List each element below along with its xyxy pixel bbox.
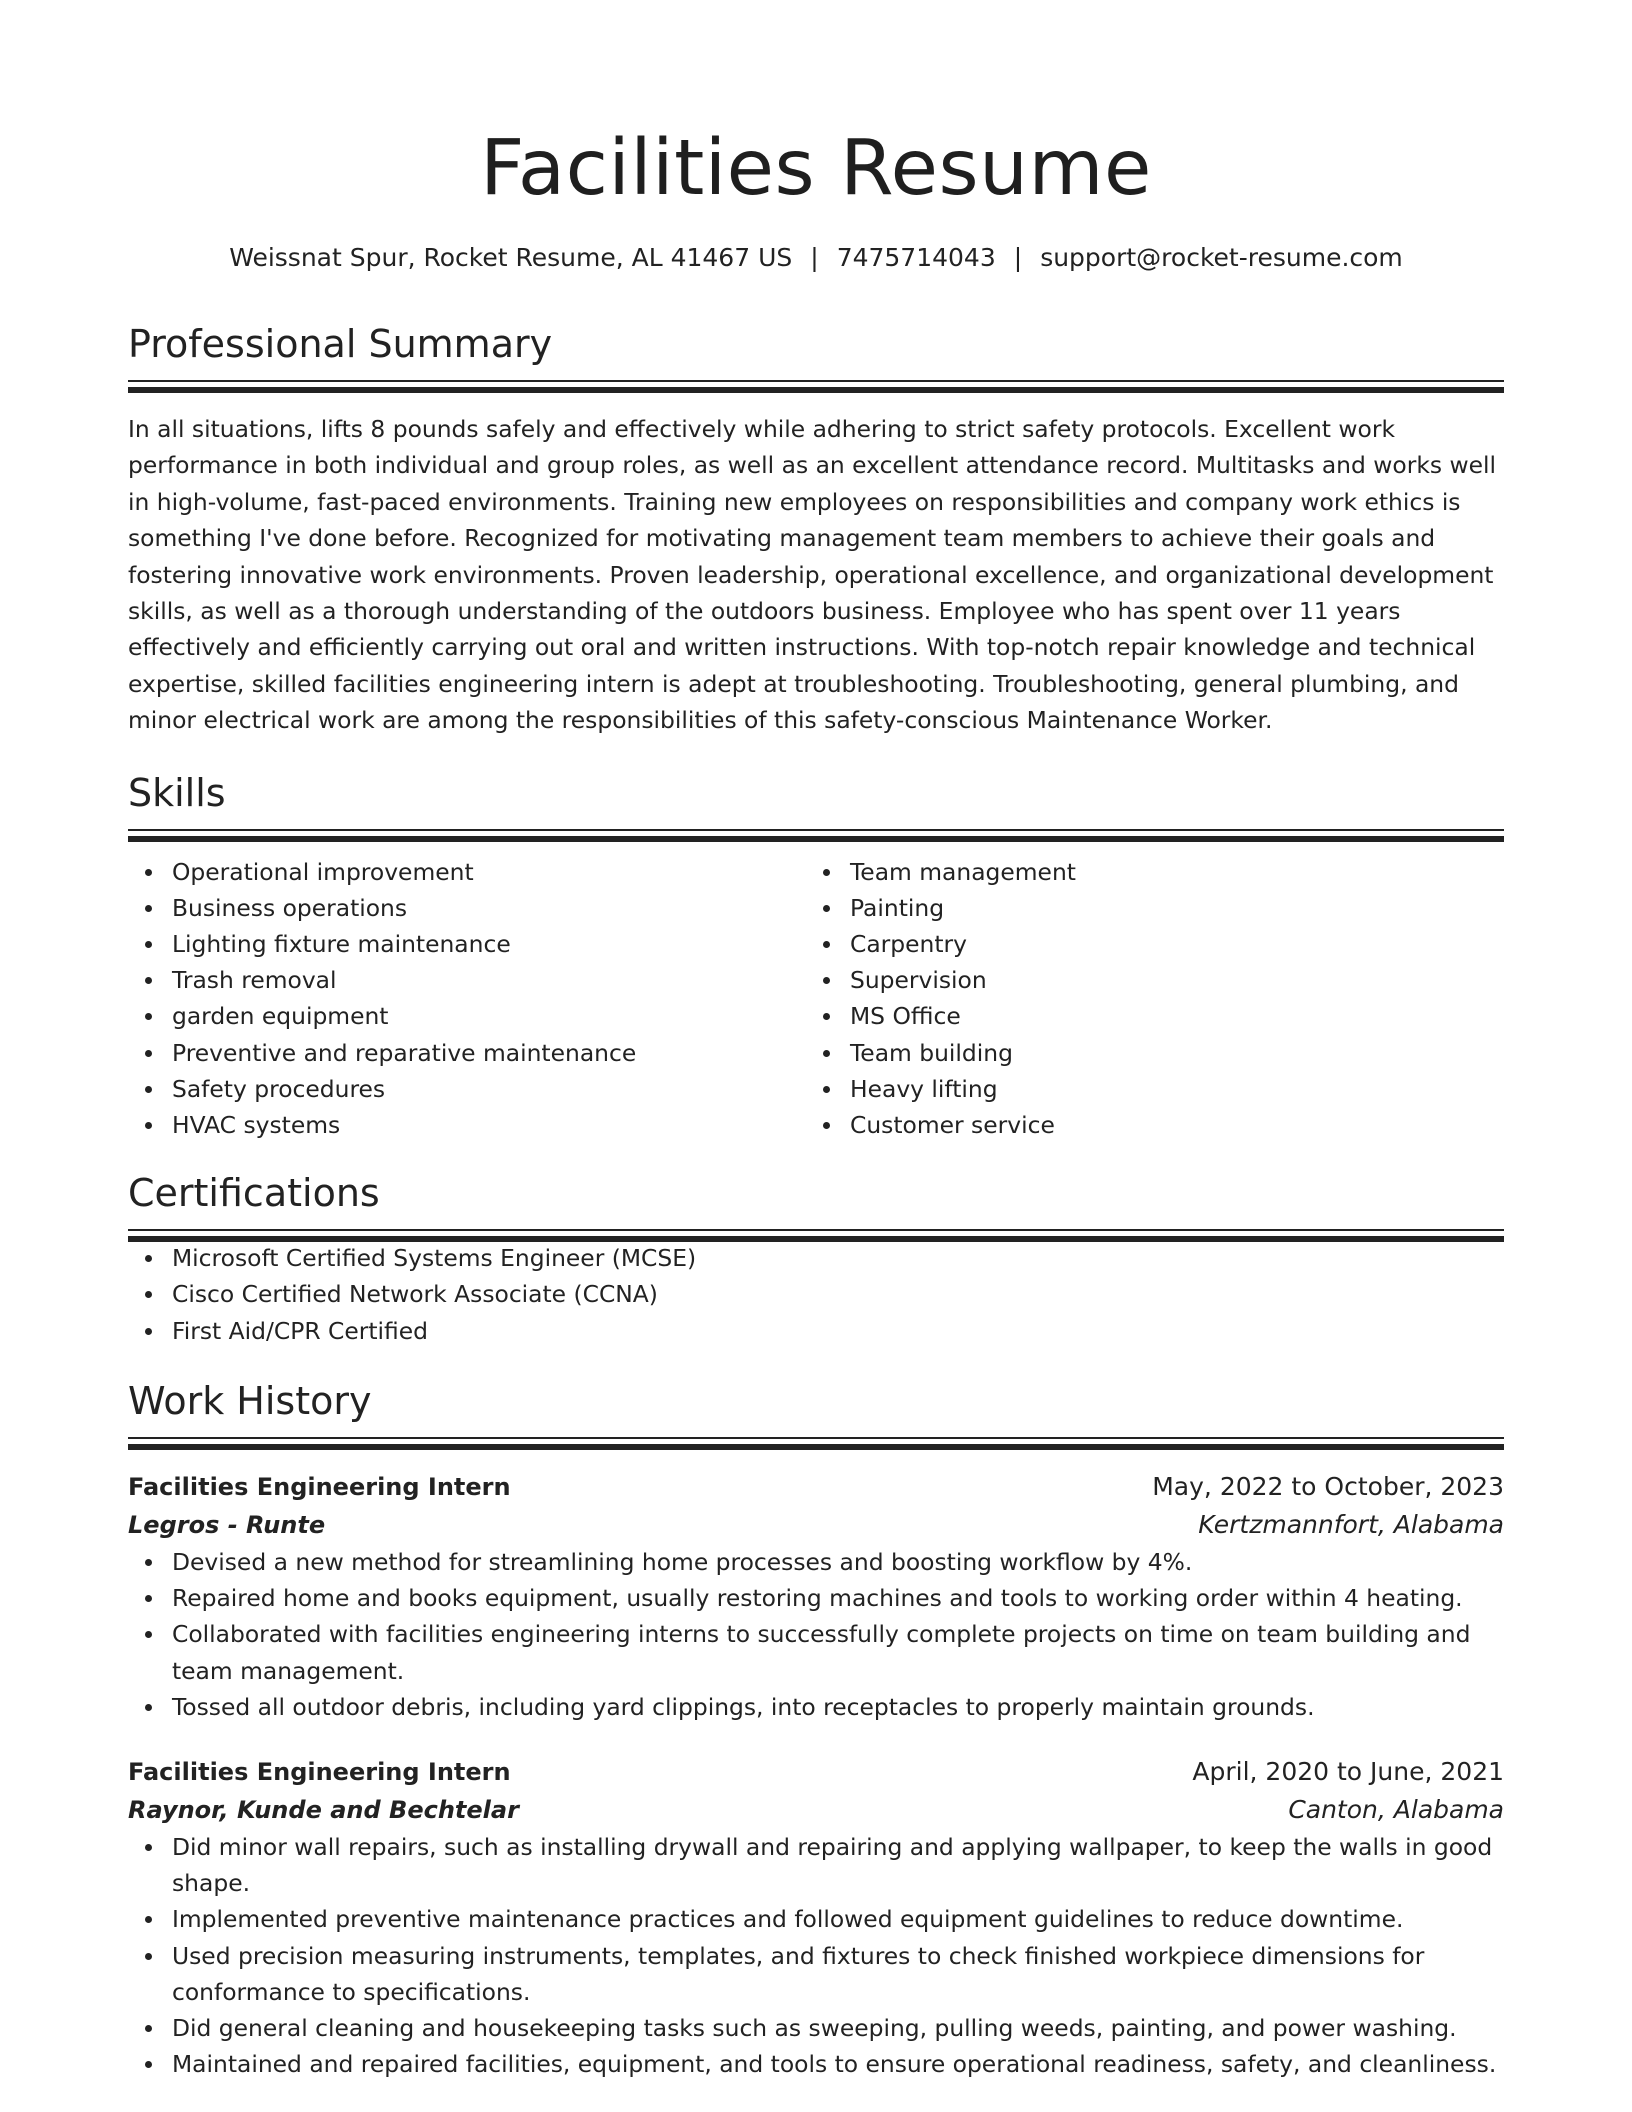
work-history-section [128, 1377, 1504, 2082]
certifications-heading: Certifications [128, 1171, 380, 1216]
job-dates: April, 2020 to June, 2021 [1192, 1756, 1504, 1786]
summary-text: In all situations, lifts 8 pounds safely and effectively while adhering to strict safety protocols. Excellent work performance in both individual and group roles, as well as an excellent attendance record. Multitasks and works well in high-volume, fast-paced environments. Training new employees on responsibilities and company work ethics is something I've done before. Recognized for motivating management team members to achieve their goals and fostering innovative work environments. Proven leadership, operational excellence, and organizational development skills, as well as a thorough understanding of the outdoors business. Employee who has spent over 11 years effectively and efficiently carrying out oral and written instructions. With top-notch repair knowledge and technical expertise, skilled facilities engineering intern is adept at troubleshooting. Troubleshooting, general plumbing, and minor electrical work are among the responsibilities of this safety-conscious Maintenance Worker. [128, 415, 1497, 735]
skills-heading: Skills [128, 770, 226, 815]
job-location: Canton, Alabama [1288, 1794, 1504, 1824]
skill-item: Painting [806, 890, 1484, 926]
summary-heading: Professional Summary [128, 322, 553, 366]
job-entry [128, 1468, 1504, 1725]
skill-item: MS Office [806, 998, 1484, 1034]
work-history-heading: Work History [128, 1378, 372, 1423]
resume-title: Facilities Resume [480, 124, 1152, 213]
certifications-list [128, 1240, 1504, 1349]
skills-right-list [806, 854, 1484, 1144]
skill-item: garden equipment [128, 998, 806, 1034]
job-company: Raynor, Kunde and Bechtelar [128, 1795, 519, 1824]
contact-email: support@rocket-resume.com [1040, 243, 1403, 272]
skill-item: Business operations [128, 890, 806, 926]
skills-grid [128, 854, 1504, 1144]
contact-line [128, 240, 1504, 276]
contact-separator: | [810, 243, 819, 272]
section-divider [128, 380, 1504, 391]
job-bullet: Maintained and repaired facilities, equipment, and tools to ensure operational readiness, safety, and cleanliness. [128, 2046, 1504, 2082]
skill-item: Team management [806, 854, 1484, 890]
skill-item: Team building [806, 1035, 1484, 1071]
job-bullet-list [128, 1829, 1504, 2082]
job-bullet: Used precision measuring instruments, templates, and fixtures to check finished workpiece dimensions for conformance to specifications. [128, 1938, 1504, 2010]
job-location: Kertzmannfort, Alabama [1198, 1509, 1504, 1539]
job-bullet-list [128, 1544, 1504, 1725]
certifications-section [128, 1169, 1504, 1349]
skill-item: Carpentry [806, 926, 1484, 962]
job-header-row [128, 1468, 1504, 1506]
job-bullet: Tossed all outdoor debris, including yard clippings, into receptacles to properly maintain grounds. [128, 1689, 1504, 1725]
skill-item: Lighting fixture maintenance [128, 926, 806, 962]
job-bullet: Collaborated with facilities engineering interns to successfully complete projects on time on team building and team management. [128, 1616, 1504, 1688]
job-subheader-row [128, 1506, 1504, 1544]
contact-separator: | [1013, 243, 1023, 272]
job-entry [128, 1753, 1504, 2082]
job-dates: May, 2022 to October, 2023 [1152, 1471, 1504, 1501]
certification-item: Cisco Certified Network Associate (CCNA) [128, 1276, 1504, 1312]
job-subheader-row [128, 1791, 1504, 1829]
job-header-row [128, 1753, 1504, 1791]
skills-left-list [128, 854, 806, 1144]
skill-item: Trash removal [128, 962, 806, 998]
job-bullet: Did general cleaning and housekeeping tasks such as sweeping, pulling weeds, painting, and power washing. [128, 2010, 1504, 2046]
job-bullet: Repaired home and books equipment, usually restoring machines and tools to working order within 4 heating. [128, 1580, 1504, 1616]
skills-section [128, 769, 1504, 1144]
skill-item: Operational improvement [128, 854, 806, 890]
skill-item: Preventive and reparative maintenance [128, 1035, 806, 1071]
job-bullet: Devised a new method for streamlining home processes and boosting workflow by 4%. [128, 1544, 1504, 1580]
skill-item: Supervision [806, 962, 1484, 998]
skill-item: Safety procedures [128, 1071, 806, 1107]
job-title: Facilities Engineering Intern [128, 1757, 511, 1786]
resume-page [128, 116, 1504, 2082]
section-divider [128, 1229, 1504, 1240]
skill-item: Heavy lifting [806, 1071, 1484, 1107]
job-title: Facilities Engineering Intern [128, 1472, 511, 1501]
contact-address: Weissnat Spur, Rocket Resume, AL 41467 US [229, 243, 793, 272]
job-bullet: Did minor wall repairs, such as installing drywall and repairing and applying wallpaper, to keep the walls in good shape. [128, 1829, 1504, 1901]
section-divider [128, 1437, 1504, 1448]
job-company: Legros - Runte [128, 1510, 326, 1539]
certification-item: Microsoft Certified Systems Engineer (MCSE) [128, 1240, 1504, 1276]
skill-item: Customer service [806, 1107, 1484, 1143]
job-bullet: Implemented preventive maintenance practices and followed equipment guidelines to reduce downtime. [128, 1901, 1504, 1937]
summary-section [128, 320, 1504, 739]
section-divider [128, 829, 1504, 840]
certification-item: First Aid/CPR Certified [128, 1313, 1504, 1349]
contact-phone: 7475714043 [836, 243, 996, 272]
skill-item: HVAC systems [128, 1107, 806, 1143]
